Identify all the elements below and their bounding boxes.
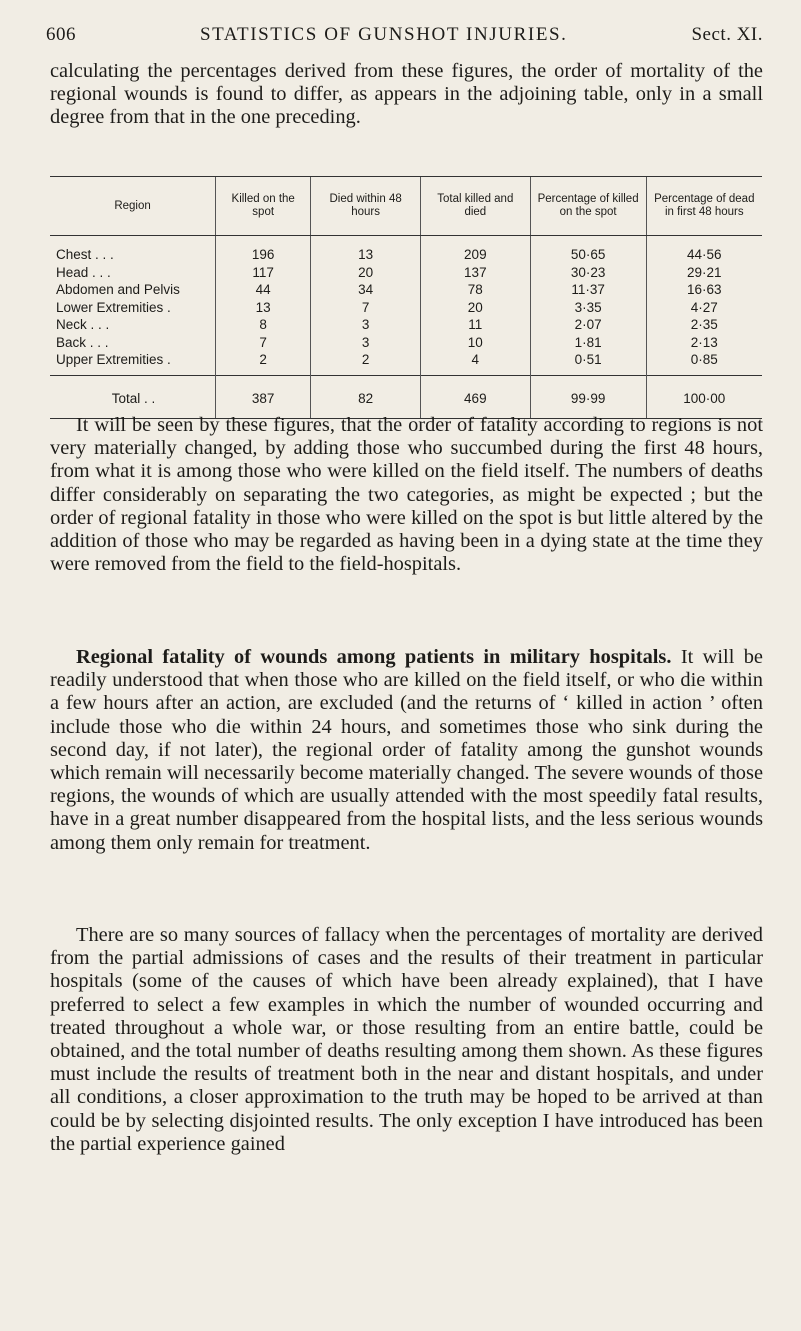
page-header <box>46 24 763 46</box>
pct-killed-cell: 99·99 <box>530 375 646 418</box>
pct-killed-cell: 50·65 <box>530 236 646 264</box>
died-cell: 2 <box>311 351 421 375</box>
pct-killed-cell: 2·07 <box>530 316 646 334</box>
column-header: Total killed and died <box>420 177 530 236</box>
pct-dead-cell: 100·00 <box>646 375 762 418</box>
table-header-row <box>50 177 762 236</box>
region-cell: Upper Extremities . <box>56 352 171 367</box>
paragraph-fallacy: There are so many sources of fallacy when the percentages of mortality are derived from the partial admissions of cases and the results of their treatment in particular hospitals (some of the causes of which have been already explained), that I have preferred to select a few examples in which the number of wounded occurring and treated throughout a whole war, or those resulting from an entire battle, could be obtained, and the total number of deaths resulting among them shown. As these figures must include the results of treatment both in the near and distant hospitals, and under all conditions, a closer approximation to the truth may be hoped to be arrived at than could be by selecting disjointed results. The only exception I have introduced has been the partial experience gained <box>50 924 763 1155</box>
pct-dead-cell: 2·13 <box>646 334 762 352</box>
killed-cell: 44 <box>216 281 311 299</box>
column-header: Percentage of dead in first 48 hours <box>646 177 762 236</box>
total-cell: 4 <box>420 351 530 375</box>
pct-killed-cell: 0·51 <box>530 351 646 375</box>
total-cell: 209 <box>420 236 530 264</box>
died-cell: 13 <box>311 236 421 264</box>
column-header: Died within 48 hours <box>311 177 421 236</box>
paragraph-fatality-order: It will be seen by these figures, that the order of fatality according to regions is not very materially changed, by adding those who succumbed during the first 48 hours, from what it is among those who were killed on the field itself. The numbers of deaths differ considerably on separating the two categories, as might be expected ; but the order of regional fatality in those who were killed on the spot is but little altered by the addition of those who may be regarded as having been in a dying state at the time they were removed from the field to the field-hospitals. <box>50 414 763 576</box>
died-cell: 3 <box>311 334 421 352</box>
killed-cell: 196 <box>216 236 311 264</box>
total-cell: 11 <box>420 316 530 334</box>
pct-killed-cell: 3·35 <box>530 299 646 317</box>
pct-dead-cell: 2·35 <box>646 316 762 334</box>
killed-cell: 7 <box>216 334 311 352</box>
died-cell: 20 <box>311 264 421 282</box>
total-cell: 10 <box>420 334 530 352</box>
paragraph-intro: calculating the percentages derived from these figures, the order of mortality of the regional wounds is found to differ, as appears in the adjoining table, only in a small degree from that in the one preceding. <box>50 60 763 129</box>
region-cell: Head . . . <box>56 264 111 280</box>
died-cell: 7 <box>311 299 421 317</box>
column-header: Percentage of killed on the spot <box>530 177 646 236</box>
pct-killed-cell: 30·23 <box>530 264 646 282</box>
running-title: STATISTICS OF GUNSHOT INJURIES. <box>199 24 568 45</box>
column-header: Killed on the spot <box>216 177 311 236</box>
killed-cell: 2 <box>216 351 311 375</box>
region-cell: Back . . . <box>56 334 109 350</box>
table-row <box>50 316 762 334</box>
table-row <box>50 281 762 299</box>
pct-dead-cell: 29·21 <box>646 264 762 282</box>
pct-dead-cell: 44·56 <box>646 236 762 264</box>
paragraph-heading: Regional fatality of wounds among patients in military hospitals. <box>76 646 672 668</box>
pct-dead-cell: 4·27 <box>646 299 762 317</box>
pct-killed-cell: 11·37 <box>530 281 646 299</box>
killed-cell: 8 <box>216 316 311 334</box>
paragraph-military-hospitals <box>50 646 763 855</box>
table-row <box>50 351 762 375</box>
total-cell: 78 <box>420 281 530 299</box>
died-cell: 82 <box>311 375 421 418</box>
region-cell: Neck . . . <box>56 317 110 332</box>
table-row <box>50 236 762 264</box>
table-row <box>50 299 762 317</box>
total-cell: 469 <box>420 375 530 418</box>
killed-cell: 387 <box>216 375 311 418</box>
page-number: 606 <box>46 24 76 45</box>
died-cell: 34 <box>311 281 421 299</box>
died-cell: 3 <box>311 316 421 334</box>
total-cell: 20 <box>420 299 530 317</box>
pct-dead-cell: 16·63 <box>646 281 762 299</box>
killed-cell: 13 <box>216 299 311 317</box>
table-row <box>50 334 762 352</box>
total-label-cell: Total . . <box>50 375 216 418</box>
regional-mortality-table <box>50 176 762 419</box>
killed-cell: 117 <box>216 264 311 282</box>
section-label: Sect. XI. <box>691 24 763 45</box>
table-row <box>50 264 762 282</box>
region-cell: Chest . . . <box>56 247 114 262</box>
paragraph-body: It will be readily understood that when those who are killed on the field itself, or who die within a few hours after an action, are excluded (and the returns of ‘ killed in action ’ often include those who die within 24 hours, and sometimes those who sink during the second day, if not later), the regional order of fatality among the gunshot wounds which remain will necessarily become materially changed. The severe wounds of those regions, the wounds of which are usually attended with the most speedily fatal results, have in a great number disappeared from the hospital lists, and the less serious wounds among them only remain for treatment. <box>50 646 763 854</box>
total-cell: 137 <box>420 264 530 282</box>
pct-killed-cell: 1·81 <box>530 334 646 352</box>
pct-dead-cell: 0·85 <box>646 351 762 375</box>
table-total-row <box>50 375 762 418</box>
region-cell: Abdomen and Pelvis <box>56 282 180 297</box>
column-header: Region <box>50 177 216 236</box>
region-cell: Lower Extremities . <box>56 299 171 315</box>
